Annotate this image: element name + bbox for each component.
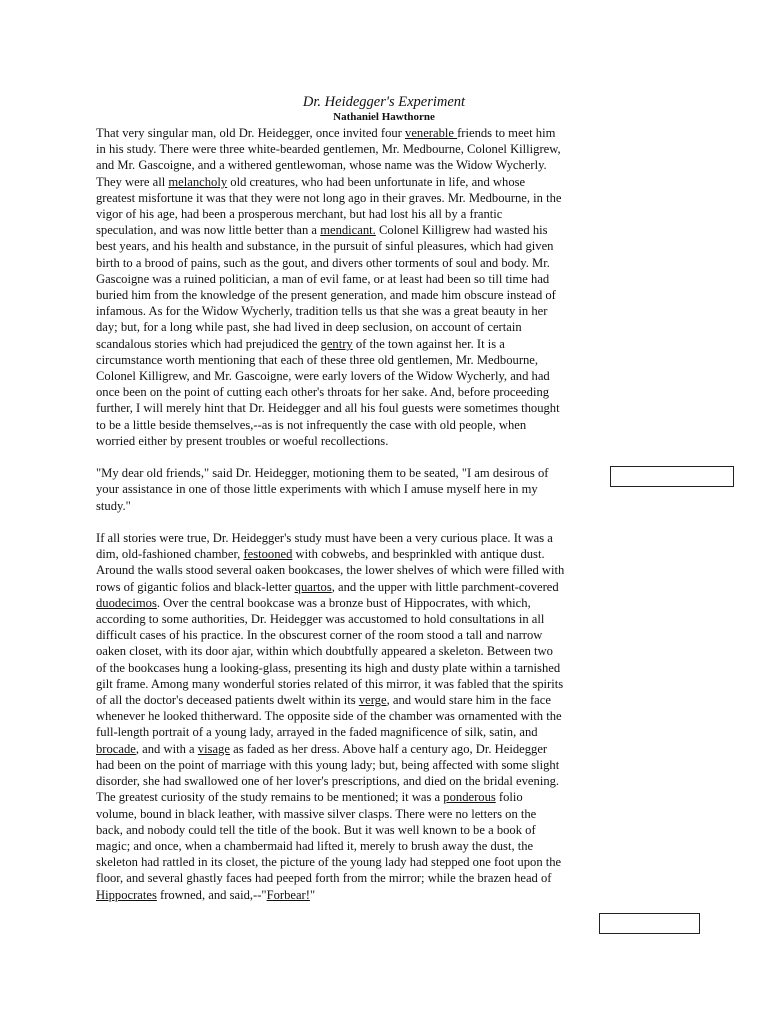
- text-segment: of the bookcases hung a looking-glass, presenting its high and dusty plate within a tarnished: [96, 660, 561, 675]
- vocabulary-word: melancholy: [168, 174, 228, 189]
- text-line: [96, 433, 612, 449]
- text-segment: full-length portrait of a young lady, arrayed in the faded magnificence of silk, satin, and: [96, 725, 538, 740]
- vocabulary-word: brocade: [96, 741, 136, 756]
- text-line: [96, 400, 612, 416]
- text-segment: magic; and once, when a chambermaid had lifted it, merely to brush away the dust, the: [96, 838, 534, 853]
- text-segment: vigor of his age, had been a prosperous merchant, but had lost his all by a frantic: [96, 207, 503, 222]
- text-segment: "My dear old friends," said Dr. Heidegger, motioning them to be seated, "I am desirous of: [96, 466, 549, 481]
- text-segment: dim, old-fashioned chamber,: [96, 547, 244, 562]
- text-line: [96, 660, 612, 676]
- text-line: [96, 595, 612, 611]
- text-segment: difficult cases of his practice. In the obscurest corner of the room stood a tall and narrow: [96, 628, 543, 643]
- text-line: [96, 141, 612, 157]
- text-segment: gilt frame. Among many wonderful stories related of this mirror, it was fabled that the spirits: [96, 676, 564, 691]
- text-line: [96, 417, 612, 433]
- text-line: [96, 303, 612, 319]
- text-line: [96, 724, 612, 740]
- vocabulary-word: Forbear!: [266, 887, 310, 902]
- text-segment: skeleton had rattled in its closet, the picture of the young lady had stepped one foot upon the: [96, 855, 562, 870]
- text-line: [96, 822, 612, 838]
- text-segment: disorder, she had swallowed one of her lover's prescriptions, and died on the bridal evening.: [96, 774, 560, 789]
- text-line: [96, 190, 612, 206]
- text-segment: whenever he looked thitherward. The opposite side of the chamber was ornamented with the: [96, 709, 562, 724]
- text-line: [96, 530, 612, 546]
- text-line: [96, 174, 612, 190]
- text-line: [96, 789, 612, 805]
- vocabulary-word: venerable: [405, 126, 458, 140]
- vocabulary-word: ponderous: [443, 790, 496, 805]
- text-segment: back, and nobody could tell the title of the book. But it was well known to be a book of: [96, 822, 536, 837]
- text-segment: volume, bound in black leather, with massive silver clasps. There were no letters on the: [96, 806, 537, 821]
- text-segment: buried him from the knowledge of the present generation, and made him obscure instead of: [96, 288, 556, 303]
- vocabulary-word: quartos: [294, 579, 332, 594]
- text-segment: according to some authorities, Dr. Heidegger was accustomed to hold consultations in all: [96, 612, 545, 627]
- text-line: [96, 741, 612, 757]
- text-segment: frowned, and said,--": [156, 887, 267, 902]
- text-segment: further, I will merely hint that Dr. Heidegger and all his foul guests were sometimes thought: [96, 401, 560, 416]
- text-segment: worried either by present troubles or woeful recollections.: [96, 433, 389, 448]
- text-segment: greatest misfortune it was that they were not long ago in their graves. Mr. Medbourne, in the: [96, 190, 562, 205]
- text-line: [96, 887, 612, 903]
- text-line: [96, 579, 612, 595]
- text-segment: , and with a: [135, 741, 198, 756]
- text-segment: Colonel Killigrew, and Mr. Gascoigne, were early lovers of the Widow Wycherly, and had: [96, 369, 550, 384]
- paragraph: [96, 530, 612, 903]
- vocabulary-word: gentry: [320, 336, 353, 351]
- text-segment: , and would stare him in the face: [386, 693, 551, 708]
- text-segment: with cobwebs, and besprinkled with antique dust.: [292, 547, 545, 562]
- text-segment: to be a little beside themselves,--as is not infrequently the case with old people, when: [96, 417, 527, 432]
- vocabulary-word: verge: [358, 693, 387, 708]
- text-line: [96, 336, 612, 352]
- text-segment: rows of gigantic folios and black-letter: [96, 579, 295, 594]
- text-segment: best years, and his health and substance, in the pursuit of sinful pleasures, which had given: [96, 239, 554, 254]
- answer-box-1[interactable]: [610, 466, 734, 487]
- text-line: [96, 125, 612, 141]
- text-line: [96, 238, 612, 254]
- text-segment: your assistance in one of those little experiments with which I amuse myself here in my: [96, 482, 538, 497]
- text-segment: old creatures, who had been unfortunate in life, and whose: [227, 174, 526, 189]
- text-segment: That very singular man, old Dr. Heidegger, once invited four: [96, 126, 406, 140]
- text-line: [96, 352, 612, 368]
- text-line: [96, 627, 612, 643]
- text-line: [96, 757, 612, 773]
- text-line: [96, 708, 612, 724]
- text-line: [96, 271, 612, 287]
- text-line: [96, 255, 612, 271]
- text-segment: Colonel Killigrew had wasted his: [375, 223, 548, 238]
- vocabulary-word: Hippocrates: [96, 887, 157, 902]
- text-segment: infamous. As for the Widow Wycherly, tradition tells us that she was a great beauty in her: [96, 304, 548, 319]
- vocabulary-word: visage: [197, 741, 230, 756]
- text-line: [96, 676, 612, 692]
- text-line: [96, 611, 612, 627]
- text-segment: and Mr. Gascoigne, and a withered gentlewoman, whose name was the Widow Wycherly.: [96, 158, 547, 173]
- vocabulary-word: duodecimos: [96, 595, 157, 610]
- text-line: [96, 692, 612, 708]
- text-segment: . Over the central bookcase was a bronze bust of Hippocrates, with which,: [156, 595, 531, 610]
- text-line: [96, 368, 612, 384]
- vocabulary-word: festooned: [243, 547, 293, 562]
- answer-box-2[interactable]: [599, 913, 700, 934]
- text-segment: scandalous stories which had prejudiced the: [96, 336, 321, 351]
- text-segment: Around the walls stood several oaken bookcases, the lower shelves of which were filled with: [96, 563, 565, 578]
- text-line: [96, 287, 612, 303]
- document-author: Nathaniel Hawthorne: [333, 111, 435, 123]
- text-line: [96, 546, 612, 562]
- text-segment: floor, and several ghastly faces had peeped forth from the mirror; while the brazen head of: [96, 871, 552, 886]
- text-line: [96, 384, 612, 400]
- text-segment: had been on the point of marriage with this young lady; but, being affected with some slight: [96, 757, 560, 772]
- text-segment: , and the upper with little parchment-covered: [331, 579, 559, 594]
- text-line: [96, 562, 612, 578]
- text-segment: study.": [96, 498, 131, 513]
- text-segment: speculation, and was now little better than a: [96, 223, 321, 238]
- text-line: [96, 854, 612, 870]
- text-line: [96, 643, 612, 659]
- text-line: [96, 838, 612, 854]
- text-line: [96, 222, 612, 238]
- text-segment: friends to meet him: [457, 126, 556, 140]
- text-line: [96, 465, 612, 481]
- text-line: [96, 157, 612, 173]
- text-line: [96, 319, 612, 335]
- text-segment: circumstance worth mentioning that each of these three old gentlemen, Mr. Medbourne,: [96, 352, 539, 367]
- text-segment: ": [309, 887, 316, 902]
- text-segment: folio: [495, 790, 523, 805]
- text-line: [96, 206, 612, 222]
- document-title: Dr. Heidegger's Experiment: [302, 94, 466, 110]
- text-segment: of all the doctor's deceased patients dwelt within its: [96, 693, 359, 708]
- text-line: [96, 481, 612, 497]
- text-line: [96, 498, 612, 514]
- text-segment: oaken closet, with its door ajar, within which doubtfully appeared a skeleton. Between two: [96, 644, 553, 659]
- text-line: [96, 870, 612, 886]
- text-segment: If all stories were true, Dr. Heidegger's study must have been a very curious place. It was a: [96, 531, 553, 546]
- text-segment: as faded as her dress. Above half a century ago, Dr. Heidegger: [229, 741, 548, 756]
- story-body: [96, 125, 612, 919]
- text-segment: once been on the point of cutting each other's throats for her sake. And, before proceeding: [96, 385, 550, 400]
- text-segment: They were all: [96, 174, 169, 189]
- text-segment: The greatest curiosity of the study remains to be mentioned; it was a: [96, 790, 444, 805]
- vocabulary-word: mendicant.: [320, 223, 376, 238]
- text-line: [96, 773, 612, 789]
- text-segment: day; but, for a long while past, she had lived in deep seclusion, on account of certain: [96, 320, 522, 335]
- paragraph: [96, 125, 612, 449]
- text-segment: birth to a brood of pains, such as the gout, and divers other torments of soul and body. Mr.: [96, 255, 550, 270]
- paragraph: [96, 465, 612, 514]
- text-segment: in his study. There were three white-bearded gentlemen, Mr. Medbourne, Colonel Killigrew,: [96, 142, 561, 157]
- text-segment: Gascoigne was a ruined politician, a man of evil fame, or at least had been so till time had: [96, 271, 550, 286]
- text-line: [96, 806, 612, 822]
- text-segment: of the town against her. It is a: [352, 336, 505, 351]
